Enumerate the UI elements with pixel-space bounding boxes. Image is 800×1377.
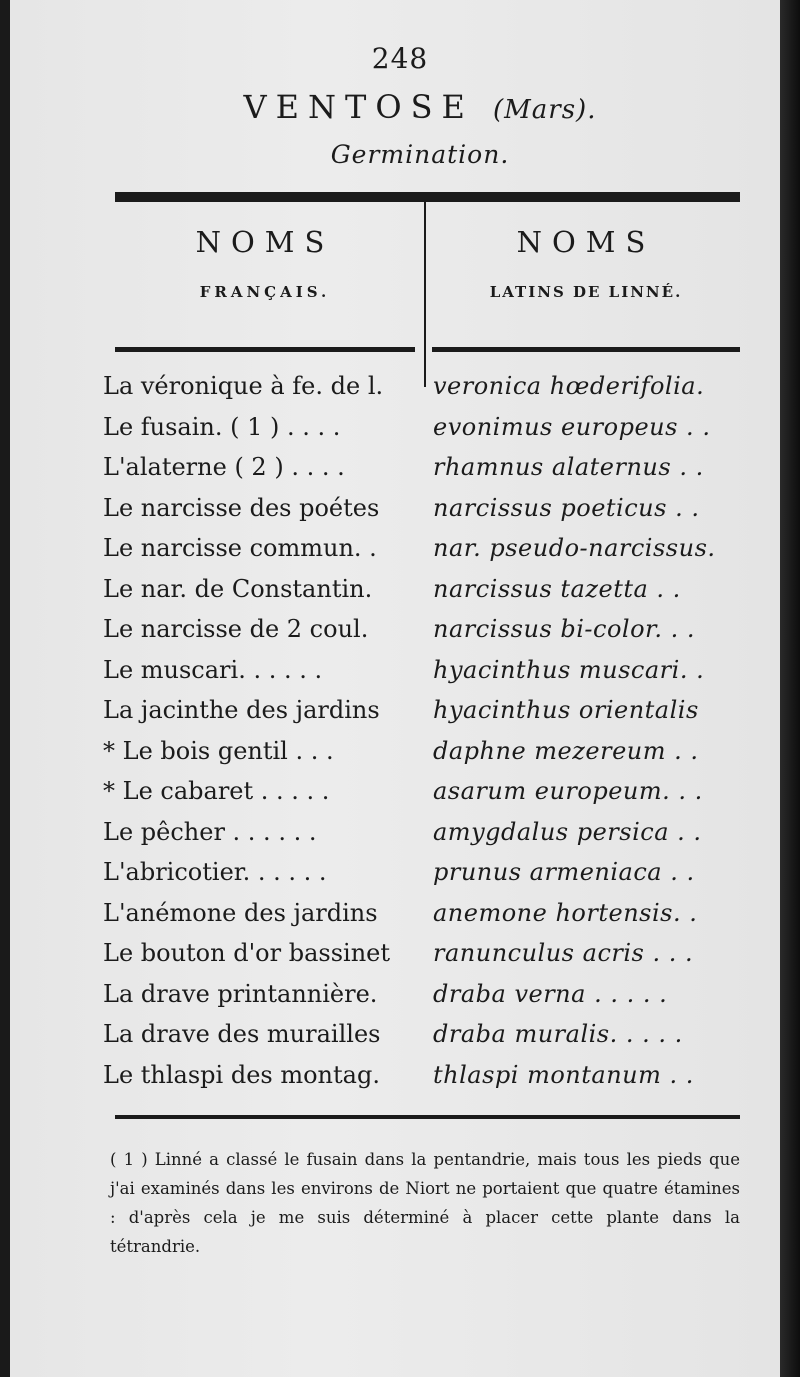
header-rule-right [432,347,740,352]
french-name: Le pêcher . . . . . . [103,817,317,846]
latin-name: narcissus poeticus . . [433,493,700,522]
header-rule-left [115,347,415,352]
table-row [103,488,748,529]
latin-name: rhamnus alaternus . . [433,453,704,482]
latin-name: amygdalus persica . . [433,817,702,846]
french-name: La jacinthe des jardins [103,696,380,725]
latin-name: anemone hortensis. . [433,898,698,927]
table-row [103,771,748,812]
french-name: La drave des murailles [103,1020,381,1049]
french-name: * Le bois gentil . . . [103,736,334,765]
french-name: Le nar. de Constantin. [103,574,373,603]
french-name: La drave printannière. [103,979,378,1008]
latin-name: hyacinthus muscari. . [433,655,705,684]
table-row [103,447,748,488]
table-row [103,852,748,893]
month-gregorian: (Mars). [493,95,597,125]
plant-table [103,366,748,1095]
latin-header-title: NOMS [516,225,656,259]
latin-name: narcissus tazetta . . [433,574,681,603]
french-name: Le muscari. . . . . . [103,655,323,684]
table-row [103,893,748,934]
table-row [103,609,748,650]
table-row [103,569,748,610]
latin-name: nar. pseudo-narcissus. [433,534,716,563]
table-row [103,933,748,974]
latin-name: evonimus europeus . . [433,412,711,441]
french-name: L'alaterne ( 2 ) . . . . [103,453,345,482]
table-row [103,731,748,772]
french-name: Le narcisse des poétes [103,493,380,522]
footnote: ( 1 ) Linné a classé le fusain dans la pentandrie, mais tous les pieds que j'ai examinés dans les environs de Niort ne portaient que quatre étamines : d'après cela je me suis déterminé à placer cette plante dans la tétrandrie. [110,1150,740,1256]
french-name: L'anémone des jardins [103,898,378,927]
latin-header-subtitle: LATINS DE LINNÉ. [489,283,683,301]
french-name: L'abricotier. . . . . . [103,858,327,887]
table-row [103,1014,748,1055]
latin-names-header [432,225,740,301]
table-row [103,974,748,1015]
french-name: Le bouton d'or bassinet [103,939,391,968]
latin-name: thlaspi montanum . . [433,1060,694,1089]
table-row [103,528,748,569]
french-name: La véronique à fe. de l. [103,372,384,401]
latin-name: veronica hœderifolia. [433,372,705,401]
top-rule [115,192,740,202]
month-name: VENTOSE [243,88,474,126]
french-header-subtitle: FRANÇAIS. [199,283,331,301]
table-row [103,650,748,691]
scan-edge [780,0,800,1377]
bottom-rule [115,1115,740,1119]
page-number: 248 [371,42,429,75]
french-name: Le narcisse commun. . [103,534,377,563]
column-divider [424,202,426,387]
french-name: Le thlaspi des montag. [103,1060,380,1089]
french-header-title: NOMS [195,225,335,259]
latin-name: hyacinthus orientalis [433,696,699,725]
table-row [103,407,748,448]
latin-name: daphne mezereum . . [433,736,699,765]
french-name: Le fusain. ( 1 ) . . . . [103,412,341,441]
table-row [103,366,748,407]
french-name: * Le cabaret . . . . . [103,777,330,806]
table-row [103,690,748,731]
french-name: Le narcisse de 2 coul. [103,615,369,644]
latin-name: draba muralis. . . . . [433,1020,683,1049]
french-names-header [115,225,415,301]
table-row [103,812,748,853]
latin-name: prunus armeniaca . . [433,858,695,887]
month-heading [0,88,800,126]
latin-name: asarum europeum. . . [433,777,703,806]
latin-name: draba verna . . . . . [433,979,668,1008]
latin-name: narcissus bi-color. . . [433,615,696,644]
table-row [103,1055,748,1096]
section-title: Germination. [330,140,510,169]
latin-name: ranunculus acris . . . [433,939,694,968]
